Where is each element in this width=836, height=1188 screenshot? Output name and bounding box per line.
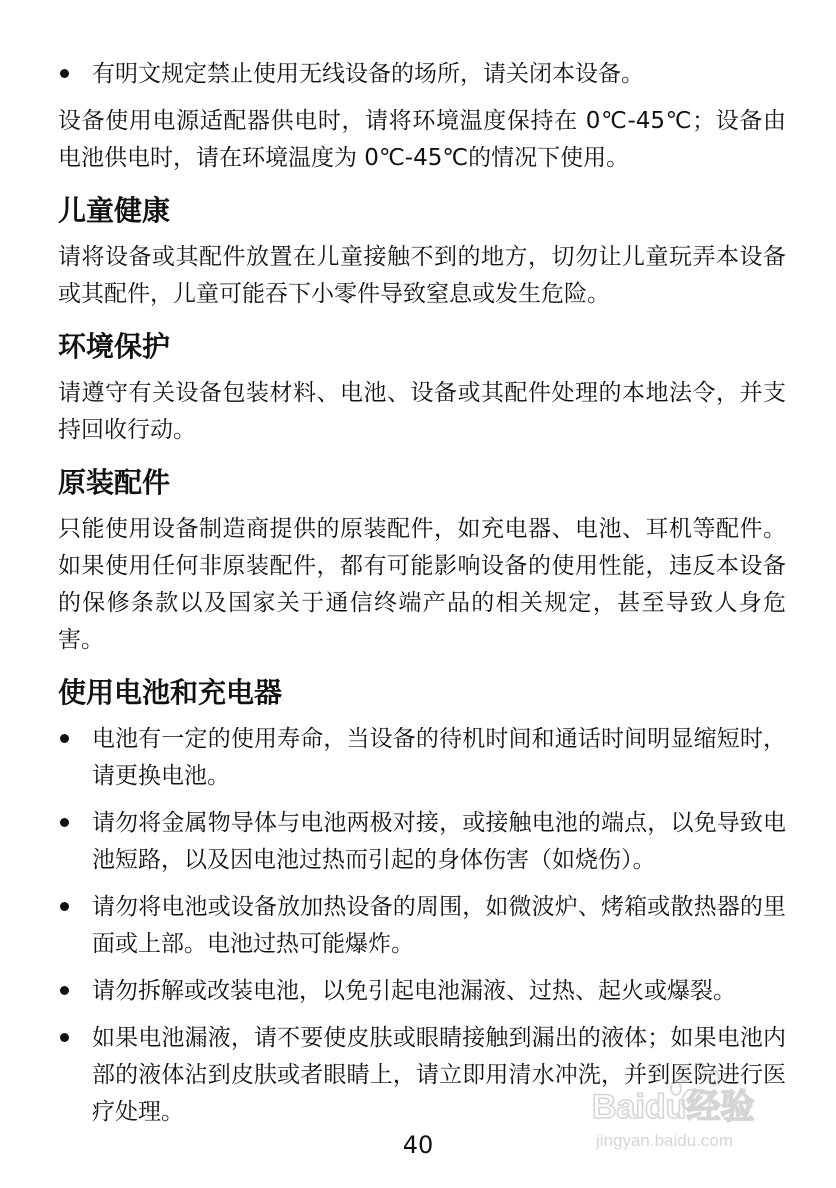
section-text-environment: 请遵守有关设备包装材料、电池、设备或其配件处理的本地法令，并支持回收行动。 [58, 380, 786, 443]
section-text-original-accessories: 只能使用设备制造商提供的原装配件，如充电器、电池、耳机等配件。如果使用任何非原装配件，都有可能影响设备的使用性能，违反本设备的保修条款以及国家关于通信终端产品的相关规定，甚至导致人身危害。 [58, 516, 786, 653]
section-title-battery: 使用电池和充电器 [58, 676, 283, 709]
list-item-text: 有明文规定禁止使用无线设备的场所，请关闭本设备。 [92, 61, 644, 87]
list-item-text: 请勿将电池或设备放加热设备的周围，如微波炉、烤箱或散热器的里面或上部。电池过热可能爆炸。 [92, 894, 786, 957]
list-item-text: 请勿拆解或改装电池，以免引起电池漏液、过热、起火或爆裂。 [92, 978, 736, 1004]
section-title-original-accessories: 原装配件 [58, 466, 171, 499]
list-item [58, 973, 786, 1010]
temperature-paragraph: 设备使用电源适配器供电时，请将环境温度保持在 0℃-45℃；设备由电池供电时，请在环境温度为 0℃-45℃的情况下使用。 [58, 108, 786, 171]
list-item [58, 805, 786, 879]
watermark-logo-text: Baidu经验 [592, 1088, 755, 1126]
list-item-text: 请勿将金属物导体与电池两极对接，或接触电池的端点，以免导致电池短路，以及因电池过热而引起的身体伤害（如烧伤）。 [92, 810, 786, 873]
list-item [58, 889, 786, 963]
baidu-jingyan-watermark [588, 1060, 788, 1160]
document-page [58, 56, 786, 1141]
bullet-icon [60, 69, 69, 78]
intro-bullet-list [58, 56, 786, 93]
section-title-environment: 环境保护 [58, 330, 171, 363]
section-title-child-health: 儿童健康 [58, 194, 171, 227]
list-item [58, 56, 786, 93]
watermark-url-text: jingyan.baidu.com [596, 1131, 734, 1150]
bullet-icon [60, 734, 69, 743]
bullet-icon [60, 902, 69, 911]
list-item [58, 721, 786, 795]
bullet-icon [60, 986, 69, 995]
bullet-icon [60, 818, 69, 827]
list-item-text: 电池有一定的使用寿命，当设备的待机时间和通话时间明显缩短时，请更换电池。 [92, 726, 786, 789]
section-text-child-health: 请将设备或其配件放置在儿童接触不到的地方，切勿让儿童玩弄本设备或其配件，儿童可能吞下小零件导致窒息或发生危险。 [58, 244, 786, 307]
list-item-text: 如果电池漏液，请不要使皮肤或眼睛接触到漏出的液体；如果电池内部的液体沾到皮肤或者眼睛上，请立即用清水冲洗，并到医院进行医疗处理。 [92, 1025, 786, 1125]
page-number: 40 [402, 1131, 434, 1159]
bullet-icon [60, 1033, 69, 1042]
